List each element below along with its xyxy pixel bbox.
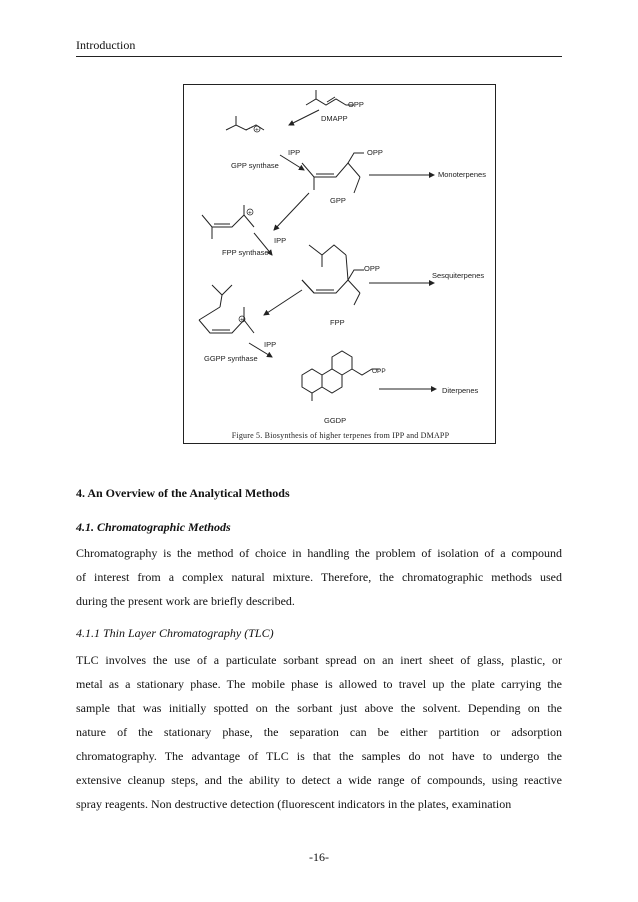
cation-charge-plus: + xyxy=(248,209,252,217)
figure-terpene-biosynthesis xyxy=(183,84,496,444)
label-diterpenes: Diterpenes xyxy=(442,386,479,395)
label-fpp-synthase: FPP synthase xyxy=(222,248,269,257)
label-monoterpenes: Monoterpenes xyxy=(438,170,486,179)
label-opp-1: OPP xyxy=(348,100,364,109)
label-gpp: GPP xyxy=(330,196,346,205)
cation-charge-markers xyxy=(239,126,260,324)
label-opp-4: OPP xyxy=(372,368,386,375)
text-line: extensive cleanup steps, and the ability to detect a wide range of compounds, using reactive xyxy=(76,773,562,787)
text-line: nature of the stationary phase, the separation can be either partition or adsorption xyxy=(76,725,562,739)
label-opp-3: OPP xyxy=(364,264,380,273)
paragraph-chromatography xyxy=(76,541,562,613)
subsubsection-heading: 4.1.1 Thin Layer Chromatography (TLC) xyxy=(76,626,274,640)
label-gpp-synthase: GPP synthase xyxy=(231,161,279,170)
header-rule xyxy=(76,56,562,57)
text-line: during the present work are briefly described. xyxy=(76,594,295,608)
label-ggdp: GGDP xyxy=(324,416,347,425)
section-heading: 4. An Overview of the Analytical Methods xyxy=(76,486,290,500)
text-line: TLC involves the use of a particulate sorbant spread on an inert sheet of glass, plastic, or xyxy=(76,653,562,667)
dmapp-structure xyxy=(306,90,354,105)
label-ipp-2: IPP xyxy=(274,236,287,245)
fpp-cation-fragment xyxy=(202,205,254,239)
text-line: sample that was initially spotted on the sorbant just above the solvent. Depending on the xyxy=(76,701,562,715)
text-line: spray reagents. Non destructive detection (fluorescent indicators in the plates, examination xyxy=(76,797,512,811)
label-ggpp-synthase: GGPP synthase xyxy=(204,354,258,363)
text-line: chromatography. The advantage of TLC is that the samples do not have to undergo the xyxy=(76,749,562,763)
cation-charge-plus: + xyxy=(255,126,259,134)
page-number: -16- xyxy=(309,850,329,864)
text-line: metal as a stationary phase. The mobile phase is allowed to travel up the plate carrying the xyxy=(76,677,562,691)
fpp-structure xyxy=(302,245,364,305)
text-line: of interest from a complex natural mixture. Therefore, the chromatographic methods used xyxy=(76,570,562,584)
ggpp-cation-fragment xyxy=(199,285,254,333)
running-header: Introduction xyxy=(76,38,136,52)
ggdp-structure xyxy=(302,351,380,401)
biosynthesis-scheme xyxy=(184,85,497,445)
text-line: Chromatography is the method of choice in handling the problem of isolation of a compound xyxy=(76,546,562,560)
label-dmapp: DMAPP xyxy=(321,114,348,123)
label-sesquiterpenes: Sesquiterpenes xyxy=(432,271,485,280)
gpp-structure xyxy=(302,153,364,193)
label-fpp: FPP xyxy=(330,318,345,327)
subsection-heading: 4.1. Chromatographic Methods xyxy=(76,520,231,534)
label-ipp-1: IPP xyxy=(288,148,301,157)
paragraph-tlc xyxy=(76,648,562,816)
label-opp-2: OPP xyxy=(367,148,383,157)
cation-charge-plus: + xyxy=(240,316,244,324)
label-ipp-3: IPP xyxy=(264,340,277,349)
figure-caption: Figure 5. Biosynthesis of higher terpenes from IPP and DMAPP xyxy=(231,431,450,440)
